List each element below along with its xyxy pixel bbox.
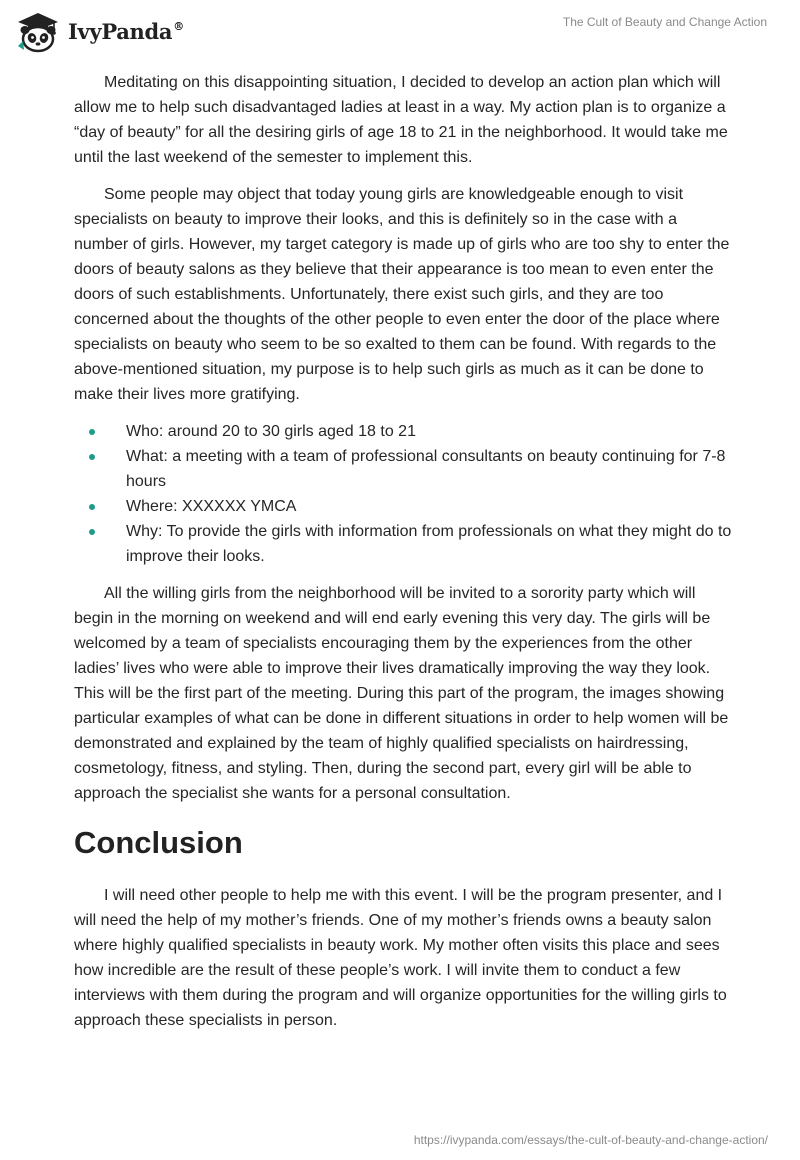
bullet-dot-icon xyxy=(89,429,95,435)
panda-logo-icon xyxy=(14,8,62,54)
bullet-dot-icon xyxy=(89,454,95,460)
list-item: Where: XXXXXX YMCA xyxy=(74,494,734,519)
paragraph: Meditating on this disappointing situation, I decided to develop an action plan which will allow me to help such disadvantaged ladies at least in a way. My action plan is to organize a “day of beauty” for all the desiring girls of age 18 to 21 in the neighborhood. It would take me until the last weekend of the semester to implement this. xyxy=(74,74,728,166)
paragraph: I will need other people to help me with this event. I will be the program presenter, and I will need the help of my mother’s friends. One of my mother’s friends owns a beauty salon where highly qualified specialists in beauty work. My mother often visits this place and sees how incredible are the result of these people’s work. I will invite them to conduct a few interviews with them during the program and will organize opportunities for the willing girls to approach these specialists in person. xyxy=(74,887,727,1029)
essay-body xyxy=(74,70,734,1045)
bullet-dot-icon xyxy=(89,504,95,510)
brand-logo[interactable] xyxy=(14,8,184,54)
list-item: Why: To provide the girls with information from professionals on what they might do to improve their looks. xyxy=(74,519,734,569)
brand-name: IvyPanda® xyxy=(68,18,184,44)
section-heading-conclusion: Conclusion xyxy=(74,825,243,860)
document-title: The Cult of Beauty and Change Action xyxy=(562,15,767,29)
list-item: Who: around 20 to 30 girls aged 18 to 21 xyxy=(74,419,734,444)
page-header xyxy=(0,0,800,62)
paragraph: All the willing girls from the neighborhood will be invited to a sorority party which will begin in the morning on weekend and will end early evening this very day. The girls will be welcomed by a team of specialists encouraging them by the experiences from the other ladies’ lives who were able to improve their lives dramatically improving the way they look. This will be the first part of the meeting. During this part of the program, the images showing particular examples of what can be done in different situations in order to help women will be demonstrated and explained by the team of highly qualified specialists on hairdressing, cosmetology, fitness, and styling. Then, during the second part, every girl will be able to approach the specialist she wants for a personal consultation. xyxy=(74,585,729,802)
list-item: What: a meeting with a team of professional consultants on beauty continuing for 7-8 hours xyxy=(74,444,734,494)
bullet-dot-icon xyxy=(89,529,95,535)
source-url[interactable]: https://ivypanda.com/essays/the-cult-of-beauty-and-change-action/ xyxy=(413,1133,768,1147)
event-details-list xyxy=(74,419,734,569)
paragraph: Some people may object that today young girls are knowledgeable enough to visit specialists on beauty to improve their looks, and this is definitely so in the case with a number of girls. However, my target category is made up of girls who are too shy to enter the doors of beauty salons as they believe that their appearance is too mean to even enter the doors of such establishments. Unfortunately, there exist such girls, and they are too concerned about the thoughts of the other people to even enter the door of the place where specialists on beauty who seem to be so exalted to them can be found. With regards to the above-mentioned situation, my purpose is to help such girls as much as it can be done to make their lives more gratifying. xyxy=(74,186,730,403)
